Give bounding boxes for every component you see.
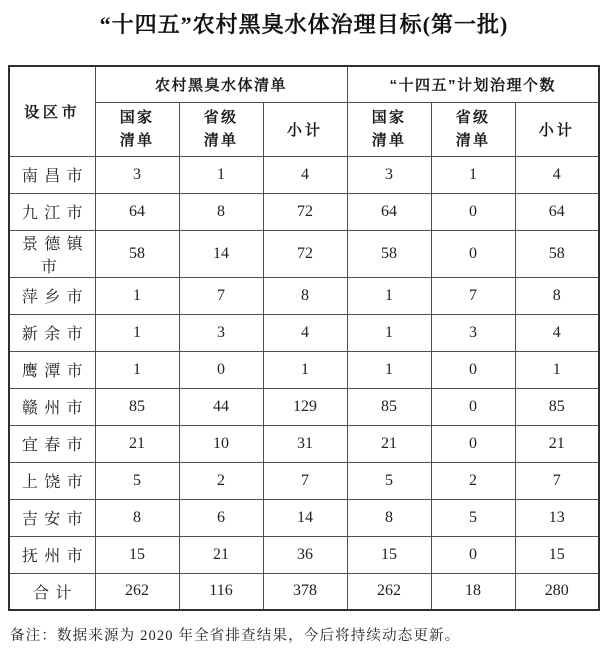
city-cell: 九江市 [9,193,95,230]
subheader-provincial-list-plan-label: 省级清单 [455,108,491,149]
city-cell: 新余市 [9,314,95,351]
value-cell: 7 [431,277,515,314]
value-cell: 4 [515,156,599,193]
value-cell: 64 [95,193,179,230]
value-cell: 21 [515,425,599,462]
document-title: “十四五”农村黑臭水体治理目标(第一批) [99,12,509,37]
value-cell: 0 [431,425,515,462]
group-header-plan-count [347,66,599,102]
value-cell: 58 [347,230,431,277]
value-cell: 0 [431,351,515,388]
subheader-national-list-plan-label: 国家清单 [371,108,407,149]
value-cell: 0 [431,193,515,230]
value-cell: 1 [347,314,431,351]
subheader-subtotal-inventory [263,102,347,156]
value-cell: 8 [179,193,263,230]
value-cell: 280 [515,573,599,610]
table-row [9,351,599,388]
value-cell: 64 [347,193,431,230]
table-row [9,314,599,351]
value-cell: 8 [347,499,431,536]
value-cell: 129 [263,388,347,425]
value-cell: 36 [263,536,347,573]
subheader-subtotal-plan-label: 小计 [538,121,575,139]
table-row [9,230,599,277]
value-cell: 13 [515,499,599,536]
value-cell: 64 [515,193,599,230]
value-cell: 1 [263,351,347,388]
value-cell: 8 [95,499,179,536]
value-cell: 1 [347,351,431,388]
value-cell: 31 [263,425,347,462]
value-cell: 0 [431,230,515,277]
value-cell: 8 [263,277,347,314]
table-body [9,156,599,610]
table-header [9,66,599,156]
value-cell: 21 [179,536,263,573]
value-cell: 3 [95,156,179,193]
city-cell: 景德镇市 [9,230,95,277]
value-cell: 4 [515,314,599,351]
table-row-total [9,573,599,610]
value-cell: 21 [347,425,431,462]
value-cell: 72 [263,230,347,277]
table-row [9,388,599,425]
city-cell: 合计 [9,573,95,610]
value-cell: 15 [95,536,179,573]
value-cell: 1 [95,351,179,388]
subheader-national-list-plan [347,102,431,156]
city-cell: 赣州市 [9,388,95,425]
group-header-inventory [95,66,347,102]
table-row [9,277,599,314]
subheader-subtotal-plan [515,102,599,156]
value-cell: 85 [515,388,599,425]
city-cell: 南昌市 [9,156,95,193]
value-cell: 1 [95,277,179,314]
value-cell: 5 [95,462,179,499]
subheader-provincial-list-plan [431,102,515,156]
city-cell: 吉安市 [9,499,95,536]
value-cell: 4 [263,314,347,351]
table-row [9,536,599,573]
table-row [9,462,599,499]
value-cell: 15 [347,536,431,573]
table-row [9,425,599,462]
value-cell: 58 [95,230,179,277]
subheader-national-list-inventory [95,102,179,156]
group-header-inventory-label: 农村黑臭水体清单 [154,76,287,94]
value-cell: 15 [515,536,599,573]
value-cell: 8 [515,277,599,314]
value-cell: 0 [179,351,263,388]
value-cell: 7 [179,277,263,314]
city-cell: 宜春市 [9,425,95,462]
header-sub-row [9,102,599,156]
value-cell: 85 [95,388,179,425]
value-cell: 3 [431,314,515,351]
subheader-national-list-inventory-label: 国家清单 [119,108,155,149]
value-cell: 116 [179,573,263,610]
treatment-targets-table [8,65,600,611]
value-cell: 7 [263,462,347,499]
value-cell: 14 [179,230,263,277]
value-cell: 1 [179,156,263,193]
value-cell: 1 [95,314,179,351]
value-cell: 14 [263,499,347,536]
value-cell: 85 [347,388,431,425]
table-row [9,193,599,230]
header-group-row [9,66,599,102]
subheader-provincial-list-inventory [179,102,263,156]
city-cell: 萍乡市 [9,277,95,314]
value-cell: 3 [179,314,263,351]
value-cell: 18 [431,573,515,610]
value-cell: 262 [347,573,431,610]
value-cell: 262 [95,573,179,610]
value-cell: 44 [179,388,263,425]
value-cell: 0 [431,536,515,573]
subheader-provincial-list-inventory-label: 省级清单 [203,108,239,149]
column-header-city [9,66,95,156]
value-cell: 5 [431,499,515,536]
value-cell: 0 [431,388,515,425]
value-cell: 5 [347,462,431,499]
city-cell: 抚州市 [9,536,95,573]
value-cell: 6 [179,499,263,536]
value-cell: 4 [263,156,347,193]
value-cell: 1 [431,156,515,193]
value-cell: 7 [515,462,599,499]
value-cell: 10 [179,425,263,462]
city-cell: 鹰潭市 [9,351,95,388]
value-cell: 2 [431,462,515,499]
city-cell: 上饶市 [9,462,95,499]
subheader-subtotal-inventory-label: 小计 [286,121,323,139]
footnote: 备注：数据来源为 2020 年全省排查结果，今后将持续动态更新。 [10,628,461,644]
value-cell: 72 [263,193,347,230]
table-row [9,499,599,536]
value-cell: 21 [95,425,179,462]
group-header-plan-count-label: “十四五”计划治理个数 [389,76,556,94]
value-cell: 1 [347,277,431,314]
table-row [9,156,599,193]
value-cell: 58 [515,230,599,277]
column-header-city-label: 设区市 [24,103,81,121]
value-cell: 2 [179,462,263,499]
value-cell: 1 [515,351,599,388]
value-cell: 3 [347,156,431,193]
value-cell: 378 [263,573,347,610]
